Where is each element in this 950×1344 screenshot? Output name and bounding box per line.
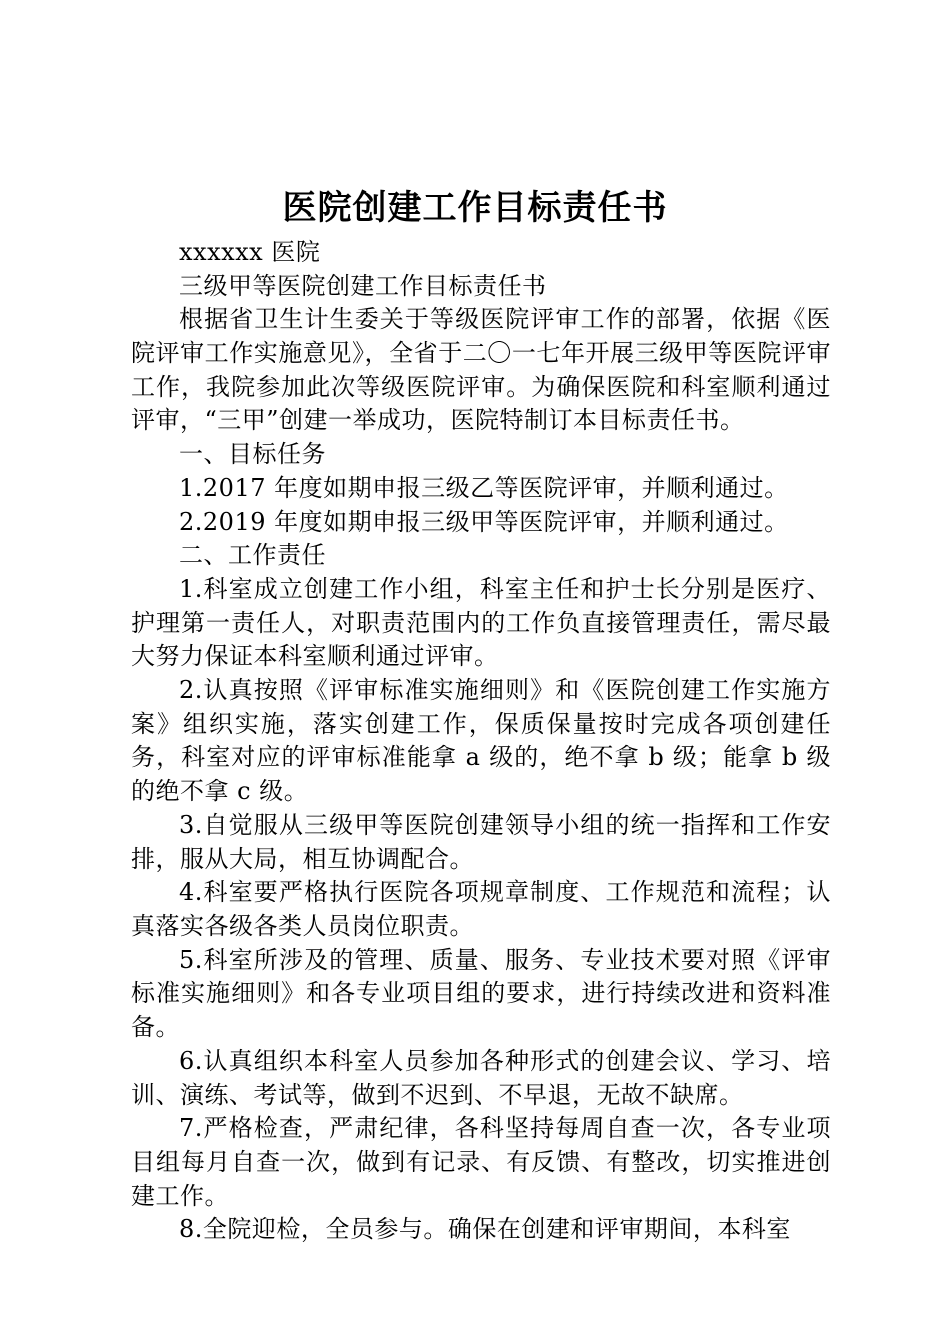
subtitle-line: 三级甲等医院创建工作目标责任书 [179, 271, 547, 300]
document-title: 医院创建工作目标责任书 [282, 188, 668, 228]
document-body [131, 236, 831, 1247]
responsibility-item: 2.认真按照《评审标准实施细则》和《医院创建工作实施方案》组织实施，落实创建工作，保质保量按时完成各项创建任务，科室对应的评审标准能拿 a 级的，绝不拿 b 级；能拿 b 级的绝不拿 c 级。 [131, 676, 831, 806]
goal-item: 1.2017 年度如期申报三级乙等医院评审，并顺利通过。 [179, 473, 789, 502]
responsibility-item: 3.自觉服从三级甲等医院创建领导小组的统一指挥和工作安排，服从大局，相互协调配合。 [131, 810, 831, 873]
hospital-name-line: xxxxxx 医院 [179, 238, 321, 266]
responsibility-item: 4.科室要严格执行医院各项规章制度、工作规范和流程；认真落实各级各类人员岗位职责。 [131, 878, 831, 940]
responsibility-item: 8.全院迎检，全员参与。确保在创建和评审期间，本科室 [179, 1215, 791, 1244]
section-heading-goals: 一、目标任务 [179, 440, 326, 469]
responsibility-item: 6.认真组织本科室人员参加各种形式的创建会议、学习、培训、演练、考试等，做到不迟到、不早退，无故不缺席。 [131, 1046, 831, 1109]
responsibility-item: 5.科室所涉及的管理、质量、服务、专业技术要对照《评审标准实施细则》和各专业项目组的要求，进行持续改进和资料准备。 [131, 945, 831, 1042]
goal-item: 2.2019 年度如期申报三级甲等医院评审，并顺利通过。 [179, 507, 789, 536]
responsibility-item: 7.严格检查，严肃纪律，各科坚持每周自查一次，各专业项目组每月自查一次，做到有记录、有反馈、有整改，切实推进创建工作。 [131, 1114, 831, 1210]
section-heading-responsibilities: 二、工作责任 [179, 541, 326, 570]
intro-paragraph: 根据省卫生计生委关于等级医院评审工作的部署，依据《医院评审工作实施意见》，全省于二〇一七年开展三级甲等医院评审工作，我院参加此次等级医院评审。为确保医院和科室顺利通过评审，“三甲”创建一举成功，医院特制订本目标责任书。 [131, 305, 831, 435]
responsibility-item: 1.科室成立创建工作小组，科室主任和护士长分别是医疗、护理第一责任人，对职责范围内的工作负直接管理责任，需尽最大努力保证本科室顺利通过评审。 [131, 574, 831, 671]
